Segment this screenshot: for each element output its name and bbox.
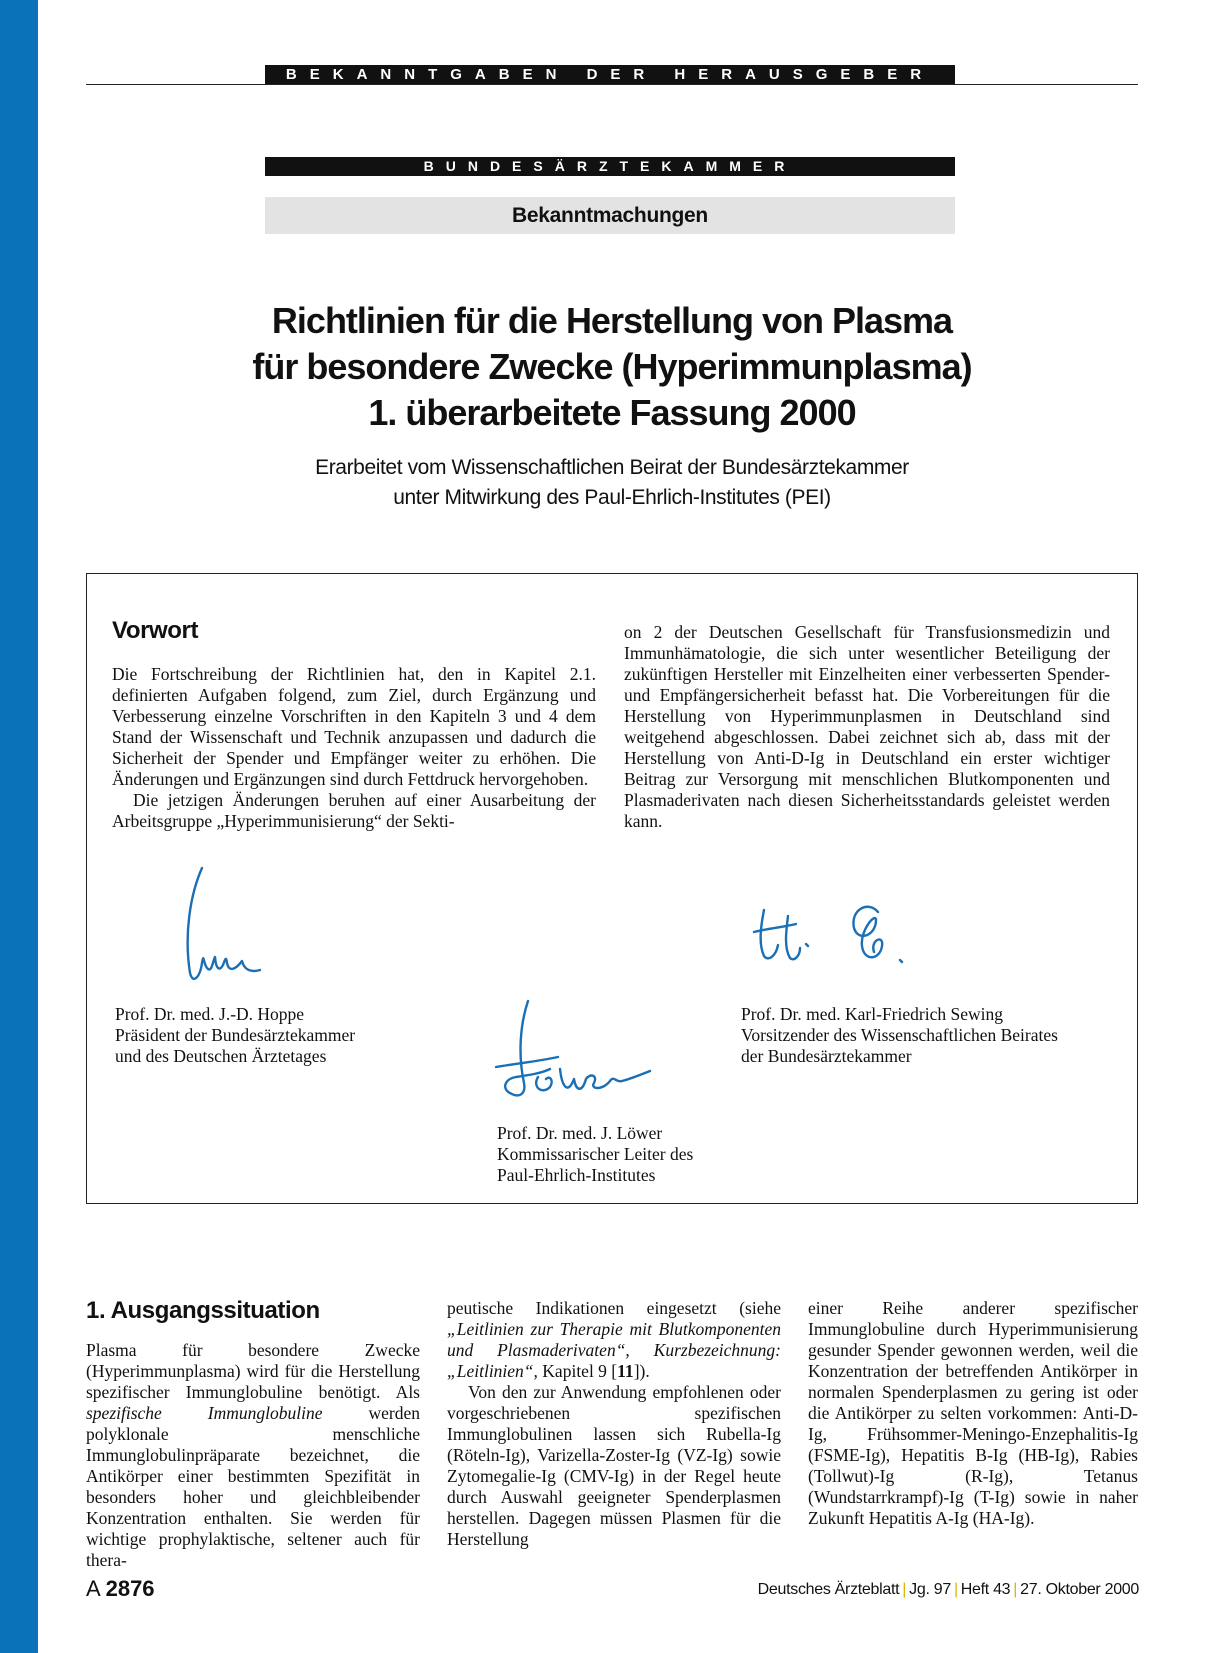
- section1-column-1: [86, 1340, 420, 1571]
- journal-date: 27. Oktober 2000: [1020, 1581, 1139, 1598]
- vorwort-paragraph: Die jetzigen Änderungen beruhen auf einer Ausarbeitung der Arbeitsgruppe „Hyperimmunisierung“ der Sekti-: [112, 790, 596, 831]
- org-banner: BUNDESÄRZTEKAMMER: [265, 157, 955, 176]
- vorwort-paragraph: on 2 der Deutschen Gesellschaft für Transfusionsmedizin und Immunhämatologie, die sich unter wesentlicher Beteiligung der zukünftigen Hersteller mit Einzelheiten einer verbesserten Spender- und Empfängersicherheit befasst hat. Die Vorbereitungen für die Herstellung von Hyperimmunplasmen in Deutschland sind weitgehend abgeschlossen. Dabei zeichnet sich ab, dass mit der Herstellung von Anti-D-Ig in Deutschland ein erster wichtiger Beitrag zur Versorgung mit menschlichen Blutkomponenten und Plasmaderivaten nach diesen Sicherheitsstandards geleistet werden kann.: [624, 622, 1110, 831]
- section-heading: 1. Ausgangssituation: [86, 1297, 320, 1324]
- body-paragraph: [447, 1298, 781, 1382]
- signatory-sewing: [741, 1004, 1058, 1067]
- signatory-role: und des Deutschen Ärztetages: [115, 1046, 327, 1066]
- section1-column-2: [447, 1298, 781, 1550]
- subtitle-line-2: unter Mitwirkung des Paul-Ehrlich-Institutes (PEI): [393, 486, 831, 509]
- signatory-role: der Bundesärztekammer: [741, 1046, 912, 1066]
- signatory-name: Prof. Dr. med. J.-D. Hoppe: [115, 1004, 305, 1024]
- header-rule: [86, 84, 1138, 85]
- signatory-name: Prof. Dr. med. Karl-Friedrich Sewing: [741, 1004, 1003, 1024]
- title-line-3: 1. überarbeitete Fassung 2000: [368, 392, 856, 433]
- signatory-role: Kommissarischer Leiter des: [497, 1144, 694, 1164]
- category-bar: Bekanntmachungen: [265, 197, 955, 234]
- page-prefix: A: [86, 1576, 100, 1601]
- vorwort-heading: Vorwort: [112, 617, 199, 644]
- signature-hoppe: [180, 865, 270, 995]
- section1-column-3: [808, 1298, 1138, 1529]
- title-line-2: für besondere Zwecke (Hyperimmunplasma): [252, 346, 972, 387]
- italic-term: spezifische Immunglobuline: [86, 1403, 323, 1423]
- page-number: [86, 1576, 155, 1602]
- page-number-value: 2876: [105, 1576, 155, 1601]
- signatory-role: Vorsitzender des Wissenschaftlichen Beirates: [741, 1025, 1058, 1045]
- body-text: ]).: [633, 1361, 650, 1381]
- page-title: [86, 298, 1138, 436]
- body-text: Kapitel 9 [: [537, 1361, 618, 1381]
- body-text: werden polyklonale menschliche Immunglobulinpräparate bezeichnet, die Antikörper einer bestimmten Spezifität in besonders hoher und gleichbleibender Konzentration enthalten. Sie werden für wichtige prophylaktische, seltener auch für thera-: [86, 1403, 420, 1570]
- signature-sewing: [750, 890, 960, 975]
- body-paragraph: einer Reihe anderer spezifischer Immunglobuline durch Hyperimmunisierung gesunder Spender gewonnen werden, weil die Konzentration der betreffenden Antikörper in normalen Spenderplasmen zu gering ist oder die Antikörper zu selten vorkommen: Anti-D-Ig, Frühsommer-Meningo-Enzephalitis-Ig (FSME-Ig), Hepatitis B-Ig (HB-Ig), Rabies (Tollwut)-Ig (R-Ig), Tetanus (Wundstarrkrampf)-Ig (T-Ig) sowie in naher Zukunft Hepatitis A-Ig (HA-Ig).: [808, 1298, 1138, 1528]
- body-paragraph: Von den zur Anwendung empfohlenen oder vorgeschriebenen spezifischen Immunglobulinen lassen sich Rubella-Ig (Röteln-Ig), Varizella-Zoster-Ig (VZ-Ig) sowie Zytomegalie-Ig (CMV-Ig) in der Regel heute durch Auswahl geeigneter Spenderplasmen herstellen. Dagegen müssen Plasmen für die Herstellung: [447, 1382, 781, 1549]
- signatory-loewer: [497, 1123, 693, 1186]
- section-banner: BEKANNTGABEN DER HERAUSGEBER: [265, 65, 955, 85]
- signature-loewer: [490, 995, 660, 1105]
- vorwort-column-2: [624, 622, 1110, 832]
- signatory-name: Prof. Dr. med. J. Löwer: [497, 1123, 663, 1143]
- body-paragraph: [86, 1340, 420, 1571]
- body-text: Plasma für besondere Zwecke (Hyperimmunplasma) wird für die Herstellung spezifischer Immunglobuline benötigt. Als: [86, 1340, 420, 1402]
- journal-name: Deutsches Ärzteblatt: [757, 1581, 900, 1598]
- footer-separator: |: [953, 1581, 958, 1598]
- subtitle-line-1: Erarbeitet vom Wissenschaftlichen Beirat der Bundesärztekammer: [315, 456, 909, 479]
- journal-footer: [758, 1581, 1139, 1599]
- vorwort-column-1: [112, 664, 596, 832]
- body-text: peutische Indikationen eingesetzt (siehe: [447, 1298, 781, 1318]
- signatory-role: Paul-Ehrlich-Institutes: [497, 1165, 656, 1185]
- side-color-bar: [0, 0, 38, 1653]
- page-subtitle: [86, 453, 1138, 513]
- signatory-hoppe: [115, 1004, 355, 1067]
- footer-separator: |: [1013, 1581, 1018, 1598]
- footer-separator: |: [902, 1581, 907, 1598]
- journal-issue: Heft 43: [960, 1581, 1011, 1598]
- vorwort-paragraph: Die Fortschreibung der Richtlinien hat, den in Kapitel 2.1. definierten Aufgaben folgend, zum Ziel, durch Ergänzung und Verbesserung einzelne Vorschriften in den Kapiteln 3 und 4 dem Stand der Wissenschaft und Technik anzupassen und dadurch die Sicherheit der Spender und Empfänger weiter zu erhöhen. Die Änderungen und Ergänzungen sind durch Fettdruck hervorgehoben.: [112, 664, 596, 789]
- journal-volume: Jg. 97: [909, 1581, 951, 1598]
- signatory-role: Präsident der Bundesärztekammer: [115, 1025, 356, 1045]
- title-line-1: Richtlinien für die Herstellung von Plasma: [271, 300, 953, 341]
- italic-reference: „Leitlinien zur Therapie mit Blutkomponenten und Plasmaderivaten“, Kurzbezeichnung: „Leitlinien“,: [447, 1319, 781, 1381]
- citation-ref: 11: [617, 1361, 634, 1381]
